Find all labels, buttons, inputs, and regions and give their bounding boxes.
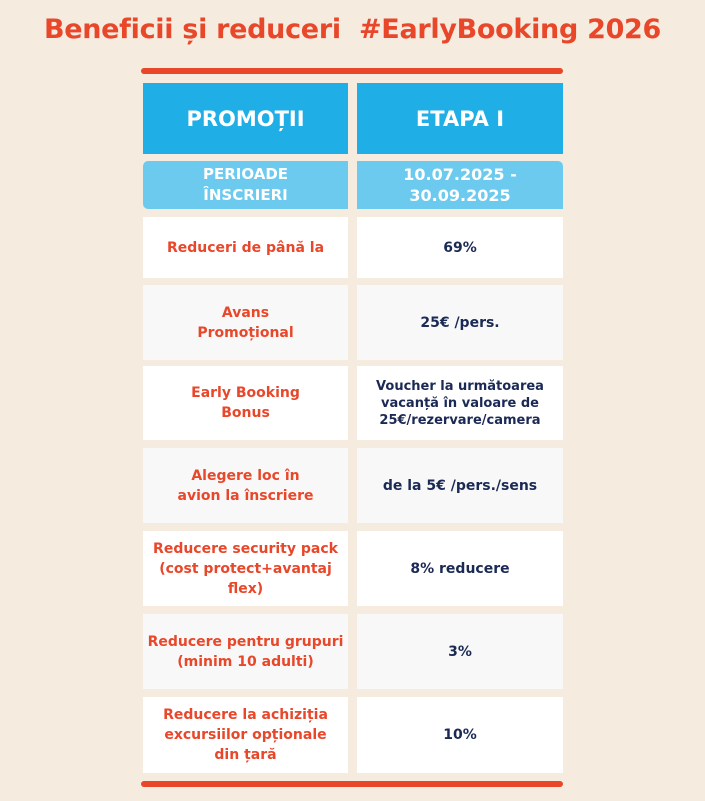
- row-value: 10%: [357, 697, 563, 773]
- row-value: de la 5€ /pers./sens: [357, 448, 563, 523]
- row-value: Voucher la următoarea vacanță în valoare de 25€/rezervare/camera: [357, 366, 563, 440]
- row-label: Reducere security pack (cost protect+avantaj flex): [143, 531, 348, 606]
- page-title: Beneficii și reduceri #EarlyBooking 2026: [43, 14, 662, 45]
- row-label: Reduceri de până la: [143, 217, 348, 278]
- period-value: 10.07.2025 - 30.09.2025: [357, 161, 563, 209]
- row-label: Reducere pentru grupuri (minim 10 adulti): [143, 614, 348, 689]
- header-etapa: ETAPA I: [357, 83, 563, 154]
- row-label: Avans Promoțional: [143, 285, 348, 360]
- row-label: Early Booking Bonus: [143, 366, 348, 440]
- row-value: 8% reducere: [357, 531, 563, 606]
- header-promotii: PROMOȚII: [143, 83, 348, 154]
- row-value: 3%: [357, 614, 563, 689]
- top-divider: [141, 68, 563, 74]
- row-value: 69%: [357, 217, 563, 278]
- row-label: Reducere la achiziția excursiilor opționale din țară: [143, 697, 348, 773]
- period-label: PERIOADE ÎNSCRIERI: [143, 161, 348, 209]
- row-label: Alegere loc în avion la înscriere: [143, 448, 348, 523]
- row-value: 25€ /pers.: [357, 285, 563, 360]
- bottom-divider: [141, 781, 563, 787]
